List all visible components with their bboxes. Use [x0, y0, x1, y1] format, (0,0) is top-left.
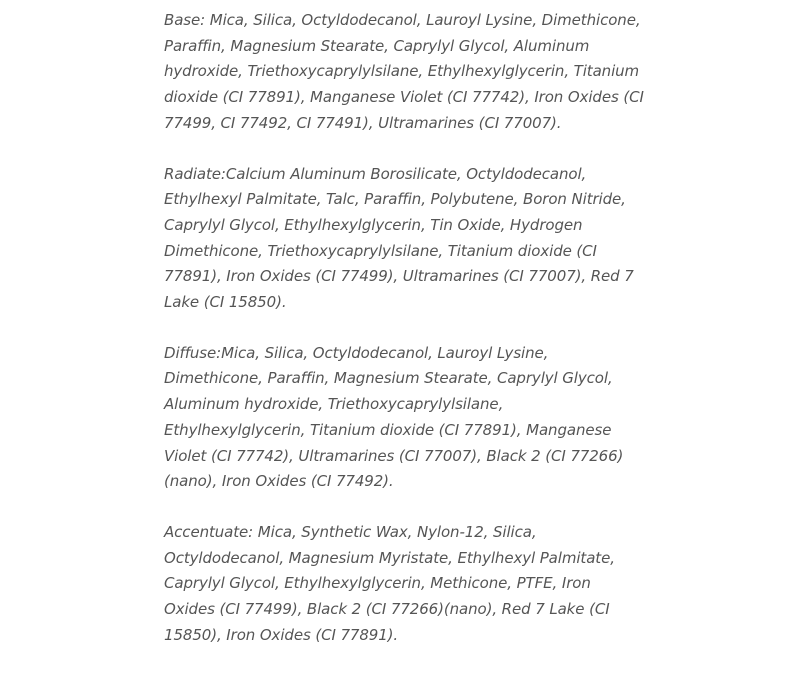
ingredients-radiate: Radiate:Calcium Aluminum Borosilicate, Octyldodecanol, Ethylhexyl Palmitate, Talc, Paraffin, Polybutene, Boron Nitride, Caprylyl Glycol, Ethylhexylglycerin, Tin Oxide, Hydrogen Dimethicone, Triethoxycaprylylsilane, Titanium dioxide (CI 77891), Iron Oxides (CI 77499), Ultramarines (CI 77007), Red 7 Lake (CI 15850). [164, 164, 634, 312]
ingredients-accentuate: Accentuate: Mica, Synthetic Wax, Nylon-12, Silica, Octyldodecanol, Magnesium Myristate, Ethylhexyl Palmitate, Caprylyl Glycol, Ethylhexylglycerin, Methicone, PTFE, Iron Oxides (CI 77499), Black 2 (CI 77266)(nano), Red 7 Lake (CI 15850), Iron Oxides (CI 77891). [164, 522, 615, 644]
ingredients-list [164, 8, 644, 673]
ingredients-base: Base: Mica, Silica, Octyldodecanol, Lauroyl Lysine, Dimethicone, Paraffin, Magnesium Stearate, Caprylyl Glycol, Aluminum hydroxide, Triethoxycaprylylsilane, Ethylhexylglycerin, Titanium dioxide (CI 77891), Manganese Violet (CI 77742), Iron Oxides (CI 77499, CI 77492, CI 77491), Ultramarines (CI 77007). [164, 11, 644, 132]
ingredients-diffuse: Diffuse:Mica, Silica, Octyldodecanol, Lauroyl Lysine, Dimethicone, Paraffin, Magnesium Stearate, Caprylyl Glycol, Aluminum hydroxide, Triethoxycaprylylsilane, Ethylhexylglycerin, Titanium dioxide (CI 77891), Manganese Violet (CI 77742), Ultramarines (CI 77007), Black 2 (CI 77266)(nano), Iron Oxides (CI 77492). [164, 343, 624, 491]
